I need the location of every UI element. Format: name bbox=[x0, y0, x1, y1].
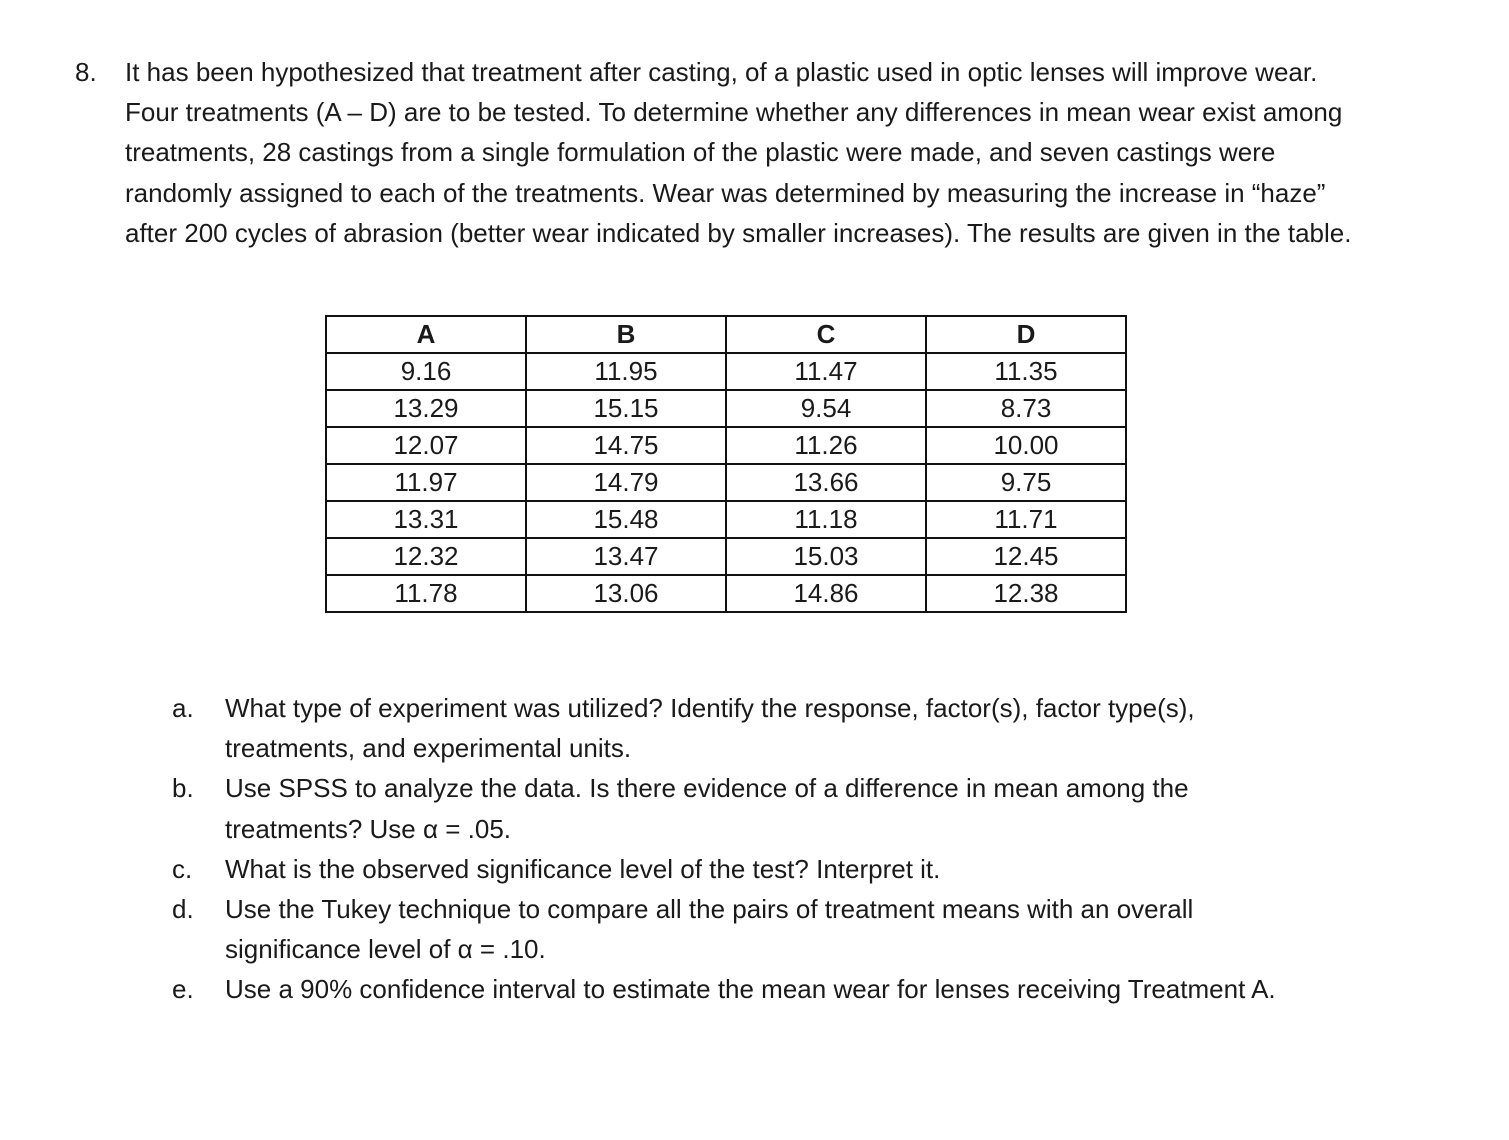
table-cell: 15.15 bbox=[526, 390, 726, 427]
table-cell: 11.95 bbox=[526, 353, 726, 390]
table-cell: 12.45 bbox=[926, 538, 1126, 575]
wear-data-table bbox=[325, 315, 1127, 613]
problem-statement: It has been hypothesized that treatment after casting, of a plastic used in optic lenses will improve wear. Four treatments (A – D) are to be tested. To determine whether any differences in mean wear exist among treatments, 28 castings from a single formulation of the plastic were made, and seven castings were randomly assigned to each of the treatments. Wear was determined by measuring the increase in “haze” after 200 cycles of abrasion (better wear indicated by smaller increases). The results are given in the table. bbox=[125, 57, 1352, 248]
sub-question-text: Use the Tukey technique to compare all the pairs of treatment means with an overall significance level of α = .10. bbox=[225, 894, 1194, 965]
table-row bbox=[326, 464, 1126, 501]
sub-question-letter: a. bbox=[172, 693, 194, 723]
table-cell: 14.75 bbox=[526, 427, 726, 464]
sub-question-letter: b. bbox=[172, 773, 194, 804]
table-cell: 13.06 bbox=[526, 575, 726, 612]
table-cell: 12.32 bbox=[326, 538, 526, 575]
table-cell: 9.54 bbox=[726, 390, 926, 427]
sub-question-list bbox=[172, 688, 1302, 1010]
sub-question-text: Use SPSS to analyze the data. Is there evidence of a difference in mean among the treatments? Use α = .05. bbox=[225, 773, 1189, 844]
problem-number: 8. bbox=[75, 57, 97, 87]
table-cell: 12.38 bbox=[926, 575, 1126, 612]
table-row bbox=[326, 575, 1126, 612]
table-cell: 11.26 bbox=[726, 427, 926, 464]
table-cell: 13.29 bbox=[326, 390, 526, 427]
table-cell: 11.71 bbox=[926, 501, 1126, 538]
sub-question-letter: d. bbox=[172, 894, 194, 925]
table-row bbox=[326, 390, 1126, 427]
table-cell: 11.35 bbox=[926, 353, 1126, 390]
sub-question-b bbox=[172, 768, 1302, 848]
table-cell: 14.86 bbox=[726, 575, 926, 612]
table-cell: 8.73 bbox=[926, 390, 1126, 427]
sub-question-d bbox=[172, 889, 1302, 969]
sub-question-letter: e. bbox=[172, 974, 194, 1005]
sub-question-text: What type of experiment was utilized? Identify the response, factor(s), factor type(s), treatments, and experimental units. bbox=[225, 693, 1195, 764]
sub-question-e bbox=[172, 969, 1302, 1009]
column-header-a: A bbox=[326, 316, 526, 353]
sub-question-letter: c. bbox=[172, 853, 193, 884]
sub-question-a bbox=[172, 688, 1302, 768]
column-header-b: B bbox=[526, 316, 726, 353]
table-cell: 15.48 bbox=[526, 501, 726, 538]
table-cell: 11.18 bbox=[726, 501, 926, 538]
table-cell: 13.47 bbox=[526, 538, 726, 575]
table-cell: 11.97 bbox=[326, 464, 526, 501]
table-cell: 13.31 bbox=[326, 501, 526, 538]
column-header-d: D bbox=[926, 316, 1126, 353]
sub-question-text: Use a 90% confidence interval to estimate the mean wear for lenses receiving Treatment A. bbox=[225, 974, 1276, 1005]
table-row bbox=[326, 538, 1126, 575]
table-cell: 12.07 bbox=[326, 427, 526, 464]
table-cell: 11.47 bbox=[726, 353, 926, 390]
table-cell: 14.79 bbox=[526, 464, 726, 501]
table-row bbox=[326, 353, 1126, 390]
table-cell: 13.66 bbox=[726, 464, 926, 501]
table-row bbox=[326, 501, 1126, 538]
table-row bbox=[326, 427, 1126, 464]
table-cell: 15.03 bbox=[726, 538, 926, 575]
table-cell: 11.78 bbox=[326, 575, 526, 612]
sub-question-text: What is the observed significance level of the test? Interpret it. bbox=[225, 853, 941, 884]
table-header-row bbox=[326, 316, 1126, 353]
column-header-c: C bbox=[726, 316, 926, 353]
table-cell: 10.00 bbox=[926, 427, 1126, 464]
table-cell: 9.16 bbox=[326, 353, 526, 390]
table-cell: 9.75 bbox=[926, 464, 1126, 501]
sub-question-c bbox=[172, 849, 1302, 889]
